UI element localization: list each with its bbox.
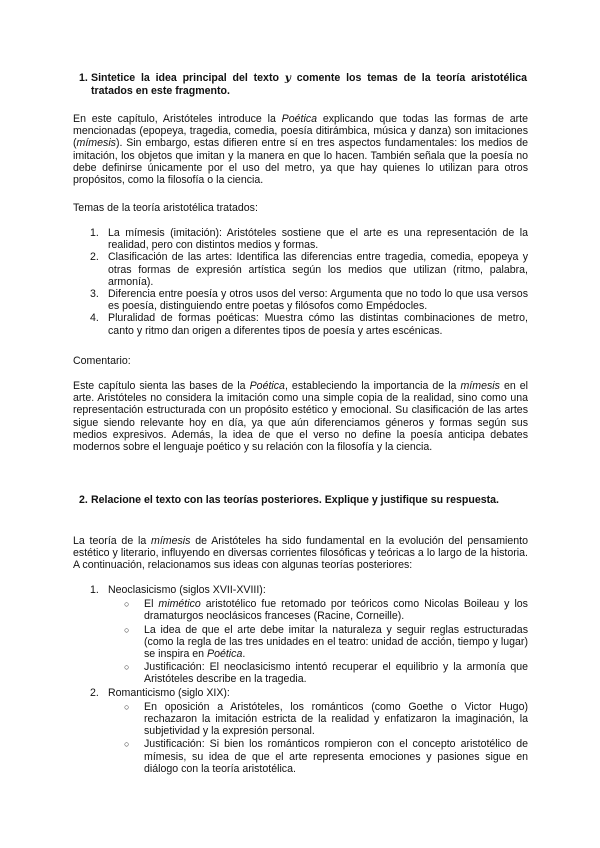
theory-title: Neoclasicismo (siglos XVII-XVIII): bbox=[108, 584, 266, 596]
question-1-heading bbox=[79, 72, 528, 98]
list-item bbox=[90, 227, 528, 252]
intro-text-a: En este capítulo, Aristóteles introduce la bbox=[73, 113, 282, 125]
neo-b1-mimetico: mimético bbox=[158, 598, 201, 611]
list-item-number: 3. bbox=[90, 288, 99, 301]
list-item-number: 4. bbox=[90, 312, 99, 325]
comentario-text-a: Este capítulo sienta las bases de la bbox=[73, 380, 250, 392]
question-2-number: 2. bbox=[79, 494, 88, 506]
bullet-icon: ○ bbox=[124, 624, 130, 635]
list-item-text: Clasificación de las artes: Identifica las diferencias entre tragedia, comedia, epopeya y otras formas de expresión artística según los medios que utilizan (ritmo, palabra, armonía). bbox=[108, 251, 528, 288]
bullet-icon: ○ bbox=[124, 662, 130, 673]
question-1-text-a: Sintetice la idea principal del texto bbox=[91, 72, 279, 84]
theories-list bbox=[90, 584, 528, 775]
temas-label: Temas de la teoría aristotélica tratados: bbox=[73, 202, 258, 214]
list-item-text: Pluralidad de formas poéticas: Muestra cómo las distintas combinaciones de metro, canto y ritmo dan origen a diferentes tipos de poesía y artes escénicas. bbox=[108, 312, 528, 337]
intro-text-mimesis: mímesis bbox=[76, 137, 116, 150]
neo-b2-a: La idea de que el arte debe imitar la naturaleza y seguir reglas estructuradas (como la regla de las tres unidades en el teatro: unidad de acción, tiempo y lugar) se inspira en bbox=[144, 623, 528, 661]
question-1-number: 1. bbox=[79, 72, 88, 84]
rom-b2: Justificación: Si bien los románticos rompieron con el concepto aristotélico de mímesis, su idea de que el arte representa emociones y pasiones sigue en diálogo con la teoría aristotélica. bbox=[144, 738, 528, 775]
list-item-number: 1. bbox=[90, 227, 99, 239]
list-item bbox=[90, 251, 528, 288]
list-item bbox=[90, 312, 528, 337]
comentario-label: Comentario: bbox=[73, 355, 131, 367]
rom-b1: En oposición a Aristóteles, los románticos (como Goethe o Victor Hugo) rechazaron la imitación estricta de la realidad y enfatizaron la imaginación, la subjetividad y la expresión personal. bbox=[144, 700, 528, 738]
comentario-text-mimesis: mímesis bbox=[460, 380, 500, 392]
intro-paragraph bbox=[73, 113, 528, 186]
sub-list-item bbox=[124, 661, 528, 686]
comentario-paragraph bbox=[73, 380, 528, 453]
theories-intro-mimesis: mímesis bbox=[151, 535, 191, 547]
comentario-text-e: en el arte. Aristóteles no considera la imitación como una simple copia de la realidad, sino como una representación estructurada con un propósito estético y emocional. Su clasificación de las artes sigue siendo relevante hoy en día, ya que aún diferenciamos géneros y formas según sus medios expresivos. Además, la idea de que el verso no define la poesía anticipa debates modernos sobre el lenguaje poético y su relación con la filosofía y la ciencia. bbox=[73, 380, 529, 454]
question-2-text: Relacione el texto con las teorías posteriores. Explique y justifique su respuesta. bbox=[91, 494, 499, 506]
intro-text-e: ). Sin embargo, estas difieren entre sí en tres aspectos fundamentales: los medios de imitación, los objetos que imitan y la manera en que lo hacen. También señala que la poesía no debe definirse únicamente por el uso del metro, ya que hay quienes lo utilizan para otros propósitos, como la filosofía o la ciencia. bbox=[73, 137, 528, 187]
list-item-number: 1. bbox=[90, 584, 99, 596]
neo-b2-c: . bbox=[242, 648, 246, 661]
list-item-romanticismo bbox=[90, 686, 528, 699]
question-1-text-b: comente los temas de la teoría aristotélica tratados en este fragmento. bbox=[91, 72, 528, 97]
comentario-text-c: , estableciendo la importancia de la bbox=[284, 380, 461, 392]
sub-list-item bbox=[124, 623, 528, 661]
temas-list bbox=[90, 227, 528, 337]
sub-list-item bbox=[124, 738, 528, 775]
neo-b3: Justificación: El neoclasicismo intentó recuperar el equilibrio y la armonía que Aristóteles describe en la tragedia. bbox=[144, 661, 528, 686]
question-1-conjunction: y bbox=[284, 72, 291, 84]
sub-list-item bbox=[124, 598, 528, 623]
sub-list-item bbox=[124, 700, 528, 738]
intro-text-poetica: Poética bbox=[281, 113, 318, 125]
question-2-heading bbox=[79, 494, 527, 507]
bullet-icon: ○ bbox=[124, 739, 130, 750]
list-item-neoclasicismo bbox=[90, 584, 528, 596]
intro-text-c: explicando que todas las formas de arte mencionadas (epopeya, tragedia, comedia, poesía ditirámbica, música y danza) son imitaciones ( bbox=[73, 113, 528, 150]
neo-b1-c: aristotélico fue retomado por teóricos como Nicolas Boileau y los dramaturgos neoclásicos franceses (Racine, Corneille). bbox=[144, 598, 528, 623]
theories-intro-paragraph bbox=[73, 535, 528, 572]
theory-title: Romanticismo (siglo XIX): bbox=[108, 686, 230, 699]
neo-b2-poetica: Poética bbox=[207, 648, 243, 661]
neo-b1-a: El bbox=[144, 598, 159, 611]
theories-intro-a: La teoría de la bbox=[73, 535, 152, 547]
bullet-icon: ○ bbox=[124, 599, 130, 610]
theories-intro-c: de Aristóteles ha sido fundamental en la evolución del pensamiento estético y literario, influyendo en diversas corrientes filosóficas y teóricas a lo largo de la historia. A continuación, relacionamos sus ideas con algunas teorías posteriores: bbox=[73, 535, 528, 572]
bullet-icon: ○ bbox=[124, 701, 130, 712]
list-item-text: La mímesis (imitación): Aristóteles sostiene que el arte es una representación de la realidad, pero con distintos medios y formas. bbox=[108, 227, 528, 252]
list-item-text: Diferencia entre poesía y otros usos del verso: Argumenta que no todo lo que usa versos es poesía, distinguiendo entre poetas y filósofos como Empédocles. bbox=[108, 288, 528, 313]
comentario-text-poetica: Poética bbox=[249, 380, 285, 392]
list-item bbox=[90, 288, 528, 313]
list-item-number: 2. bbox=[90, 686, 99, 699]
list-item-number: 2. bbox=[90, 251, 99, 264]
